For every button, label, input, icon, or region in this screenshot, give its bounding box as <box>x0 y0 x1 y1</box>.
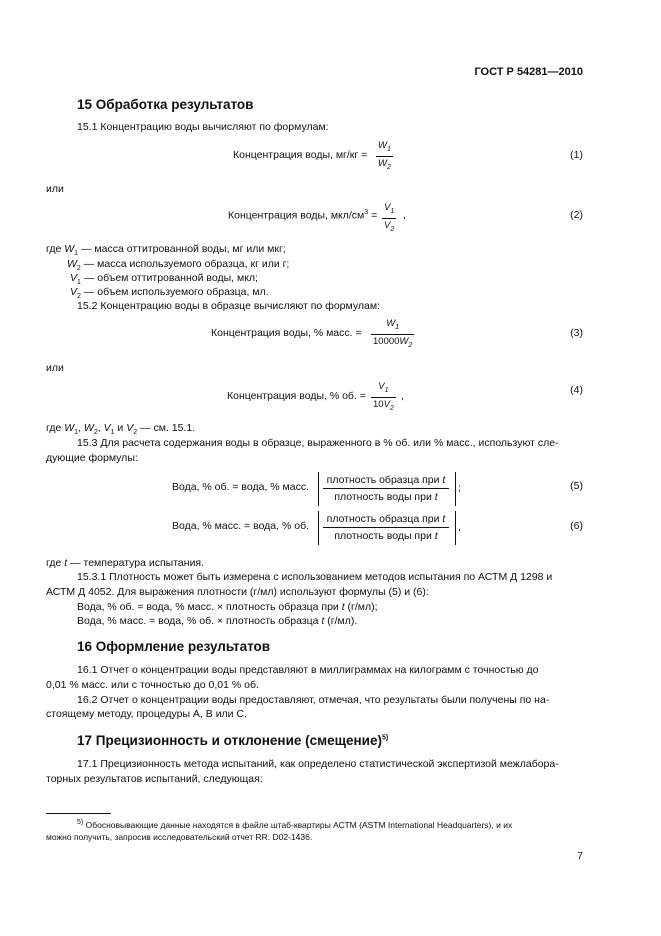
formula-4-number: (4) <box>570 384 583 396</box>
formula-3-fraction: $\frac{W_1}{10000W_2}$ <box>371 318 414 352</box>
para-15-3-1-line1: 15.3.1 Плотность может быть измерена с использованием методов испытания по АСТМ Д 1298 и <box>77 571 553 583</box>
para-15-3-1-line2: АСТМ Д 4052. Для выражения плотности (г/мл) используют формулы (5) и (6): <box>46 586 429 598</box>
where-t: где t — температура испытания. <box>46 557 205 569</box>
where-v2: $V_2$ — объем используемого образца, мл. <box>70 286 269 301</box>
formula-4-fraction: $\frac{V_1}{10V_2}$ <box>371 381 396 415</box>
where-ref: где $W_1$, $W_2$, $V_1$ и $V_2$ — см. 15.1. <box>46 422 196 437</box>
footnote-line1: $^{5)}$ Обосновывающие данные находятся в файле штаб-квартиры АСТМ (ASTM International Headquarters), и их <box>77 819 513 830</box>
or-2: или <box>46 362 64 374</box>
formula-6-lhs: Вода, % масс. = вода, % об. <box>172 520 310 532</box>
formula-5-lhs: Вода, % об. = вода, % масс. <box>172 481 310 493</box>
formula-1-number: (1) <box>570 149 583 161</box>
formula-2-lhs: Концентрация воды, мкл/$см^3$ = <box>228 209 378 222</box>
formula-2-number: (2) <box>570 209 583 221</box>
formula-5-fraction: плотность образца при t плотность воды при t <box>323 472 449 505</box>
formula-5-semicolon: ; <box>458 482 461 494</box>
footnote-line2: можно получить, запросив исследовательский отчет RR: D02-1436. <box>46 832 313 842</box>
para-16-2-line1: 16.2 Отчет о концентрации воды предоставляют, отмечая, что результаты были получены по на- <box>77 694 550 706</box>
formula-line-2: Вода, % масс. = вода, % об. × плотность образца t (г/мл). <box>77 615 358 627</box>
section-17-title: 17 Прецизионность и отклонение (смещение)$^{5)}$ <box>77 733 389 748</box>
where-w2: $W_2$ — масса используемого образца, кг или г; <box>67 258 290 273</box>
formula-6-fraction: плотность образца при t плотность воды при t <box>323 511 449 544</box>
para-16-1-line2: 0,01 % масс. или с точностью до 0,01 % об. <box>46 679 259 691</box>
page-number: 7 <box>577 850 583 862</box>
formula-line-1: Вода, % об. = вода, % масс. × плотность образца при t (г/мл); <box>77 601 378 613</box>
formula-1-lhs: Концентрация воды, мг/кг = <box>233 149 368 161</box>
para-15-1: 15.1 Концентрацию воды вычисляют по формулам: <box>77 121 329 133</box>
formula-4-lhs: Концентрация воды, % об. = <box>227 390 366 402</box>
para-16-1-line1: 16.1 Отчет о концентрации воды представляют в миллиграммах на килограмм с точностью до <box>77 664 539 676</box>
section-15-title: 15 Обработка результатов <box>77 97 254 112</box>
para-17-1-line2: торных результатов испытаний, следующая: <box>46 773 263 785</box>
formula-6-comma: , <box>458 521 461 533</box>
where-w1: где $W_1$ — масса оттитрованной воды, мг или мкг; <box>46 243 286 258</box>
where-v1: $V_1$ — объем оттитрованной воды, мкл; <box>70 272 258 287</box>
para-15-2: 15.2 Концентрацию воды в образце вычисляют по формулам: <box>77 300 380 312</box>
formula-4-comma: , <box>401 390 404 402</box>
formula-3-lhs: Концентрация воды, % масс. = <box>211 327 362 339</box>
footnote-rule <box>46 813 111 814</box>
document-code: ГОСТ Р 54281—2010 <box>474 66 583 78</box>
formula-5-number: (5) <box>570 480 583 492</box>
formula-2-comma: , <box>403 209 406 221</box>
para-16-2-line2: стоящему методу, процедуры А, В или С. <box>46 708 247 720</box>
formula-1-fraction: $\frac{W_1}{W_2}$ <box>376 140 393 174</box>
para-15-3-line1: 15.3 Для расчета содержания воды в образце, выраженного в % об. или % масс., используют сле- <box>77 437 559 449</box>
section-16-title: 16 Оформление результатов <box>77 639 271 654</box>
formula-2-fraction: $\frac{V_1}{V_2}$ <box>382 202 396 236</box>
para-17-1-line1: 17.1 Прецизионность метода испытаний, как определено статистической экспертизой межлабора- <box>77 758 559 770</box>
para-15-3-line2: дующие формулы: <box>46 452 138 464</box>
or-1: или <box>46 183 64 195</box>
formula-6-number: (6) <box>570 520 583 532</box>
formula-3-number: (3) <box>570 327 583 339</box>
